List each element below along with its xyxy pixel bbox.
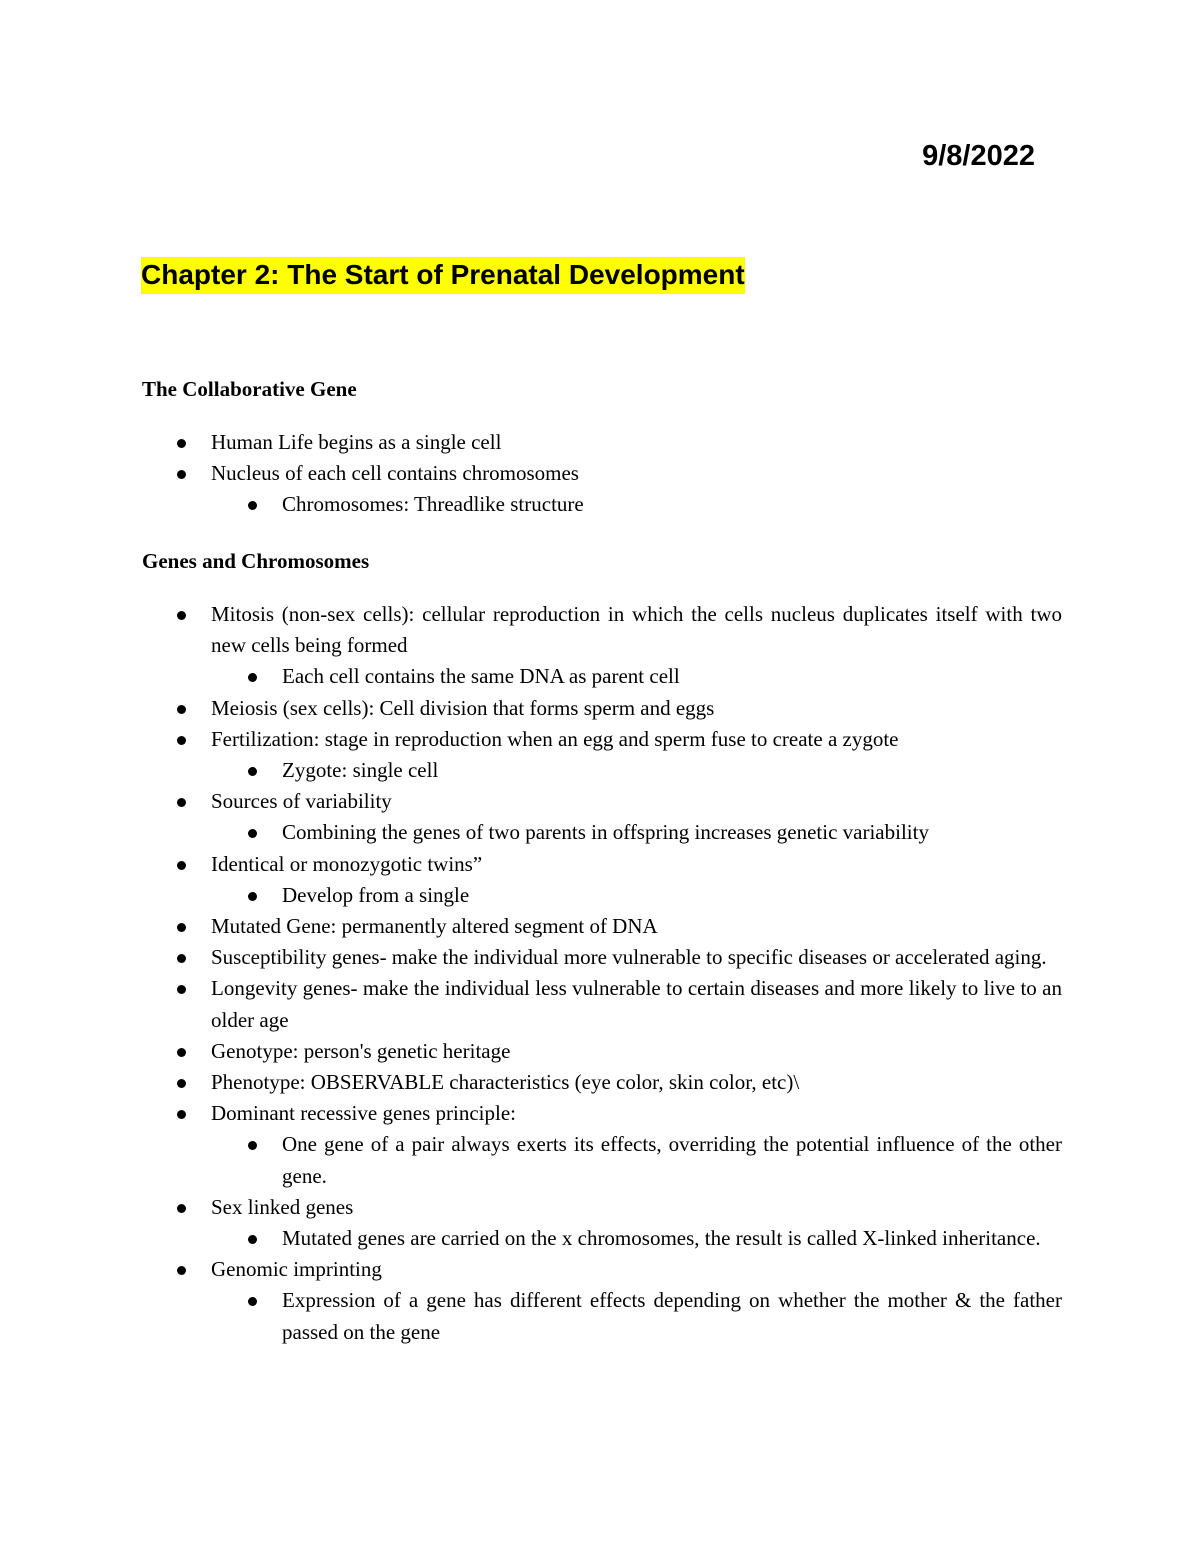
list-item-text: Mitosis (non-sex cells): cellular reproduction in which the cells nucleus duplicates itself with two new cells being formed xyxy=(211,602,1062,658)
sub-list-item-text: Combining the genes of two parents in offspring increases genetic variability xyxy=(282,820,929,845)
bullet-dot-icon xyxy=(177,1110,186,1119)
sub-list-item xyxy=(211,755,1062,786)
section-collaborative-gene xyxy=(142,374,1062,521)
sub-bullet-list xyxy=(211,1223,1062,1254)
list-item xyxy=(142,1254,1062,1348)
list-item-text: Dominant recessive genes principle: xyxy=(211,1101,516,1126)
section-genes-and-chromosomes xyxy=(142,546,1062,1348)
bullet-dot-icon xyxy=(177,611,186,620)
bullet-dot-icon xyxy=(177,923,186,932)
bullet-list xyxy=(142,599,1062,1348)
list-item xyxy=(142,427,1062,458)
list-item xyxy=(142,693,1062,724)
sub-bullet-list xyxy=(211,661,1062,692)
list-item xyxy=(142,973,1062,1035)
sub-list-item xyxy=(211,817,1062,848)
sub-bullet-list xyxy=(211,489,1062,520)
list-item-text: Human Life begins as a single cell xyxy=(211,430,502,454)
list-item xyxy=(142,458,1062,520)
bullet-dot-icon xyxy=(248,673,257,682)
chapter-title: Chapter 2: The Start of Prenatal Development xyxy=(141,257,745,294)
note-date: 9/8/2022 xyxy=(922,140,1035,172)
bullet-dot-icon xyxy=(177,1266,186,1275)
list-item-text: Phenotype: OBSERVABLE characteristics (eye color, skin color, etc)\ xyxy=(211,1070,800,1095)
section-heading: Genes and Chromosomes xyxy=(142,549,370,573)
list-item-text: Susceptibility genes- make the individual more vulnerable to specific diseases or accelerated aging. xyxy=(211,945,1047,970)
bullet-dot-icon xyxy=(177,1204,186,1213)
list-item xyxy=(142,911,1062,942)
list-item-text: Mutated Gene: permanently altered segment of DNA xyxy=(211,914,658,939)
list-item xyxy=(142,1067,1062,1098)
list-item xyxy=(142,1192,1062,1254)
bullet-dot-icon xyxy=(248,501,257,510)
list-item-text: Sources of variability xyxy=(211,789,392,814)
bullet-dot-icon xyxy=(248,1235,257,1244)
sub-bullet-list xyxy=(211,880,1062,911)
sub-list-item-text: Develop from a single xyxy=(282,882,470,907)
section-heading: The Collaborative Gene xyxy=(142,377,357,401)
list-item-text: Longevity genes- make the individual less vulnerable to certain diseases and more likely to live to an older age xyxy=(211,976,1062,1032)
bullet-dot-icon xyxy=(248,829,257,838)
sub-list-item-text: Each cell contains the same DNA as parent cell xyxy=(282,664,680,689)
bullet-dot-icon xyxy=(177,470,186,479)
sub-list-item-text: Zygote: single cell xyxy=(282,758,439,783)
bullet-dot-icon xyxy=(177,439,186,448)
list-item-text: Nucleus of each cell contains chromosomes xyxy=(211,461,579,486)
sub-list-item-text: Expression of a gene has different effects depending on whether the mother & the father passed on the gene xyxy=(282,1288,1062,1344)
sub-list-item-text: Mutated genes are carried on the x chromosomes, the result is called X-linked inheritance. xyxy=(282,1226,1041,1251)
list-item xyxy=(142,1036,1062,1067)
bullet-dot-icon xyxy=(177,985,186,994)
sub-bullet-list xyxy=(211,1285,1062,1347)
list-item-text: Genomic imprinting xyxy=(211,1257,382,1282)
list-item-text: Meiosis (sex cells): Cell division that forms sperm and eggs xyxy=(211,695,715,720)
list-item-text: Sex linked genes xyxy=(211,1194,354,1219)
list-item-text: Fertilization: stage in reproduction when an egg and sperm fuse to create a zygote xyxy=(211,726,899,751)
sub-list-item xyxy=(211,880,1062,911)
sub-list-item xyxy=(211,1285,1062,1347)
list-item xyxy=(142,786,1062,848)
bullet-dot-icon xyxy=(177,705,186,714)
bullet-dot-icon xyxy=(177,1079,186,1088)
bullet-dot-icon xyxy=(248,892,257,901)
bullet-dot-icon xyxy=(248,767,257,776)
sub-list-item xyxy=(211,661,1062,692)
list-item xyxy=(142,599,1062,693)
bullet-dot-icon xyxy=(248,1297,257,1306)
bullet-list xyxy=(142,427,1062,521)
sub-list-item xyxy=(211,1223,1062,1254)
sub-list-item-text: One gene of a pair always exerts its effects, overriding the potential influence of the other gene. xyxy=(282,1132,1062,1188)
bullet-dot-icon xyxy=(177,954,186,963)
sub-bullet-list xyxy=(211,755,1062,786)
bullet-dot-icon xyxy=(177,1048,186,1057)
sub-list-item xyxy=(211,489,1062,520)
sub-list-item xyxy=(211,1129,1062,1191)
list-item-text: Identical or monozygotic twins” xyxy=(211,851,483,876)
bullet-dot-icon xyxy=(177,798,186,807)
list-item xyxy=(142,724,1062,786)
list-item xyxy=(142,1098,1062,1192)
sub-list-item-text: Chromosomes: Threadlike structure xyxy=(282,492,584,517)
bullet-dot-icon xyxy=(177,861,186,870)
list-item-text: Genotype: person's genetic heritage xyxy=(211,1038,511,1063)
bullet-dot-icon xyxy=(248,1141,257,1150)
list-item xyxy=(142,849,1062,911)
list-item xyxy=(142,942,1062,973)
sub-bullet-list xyxy=(211,1129,1062,1191)
sub-bullet-list xyxy=(211,817,1062,848)
bullet-dot-icon xyxy=(177,736,186,745)
